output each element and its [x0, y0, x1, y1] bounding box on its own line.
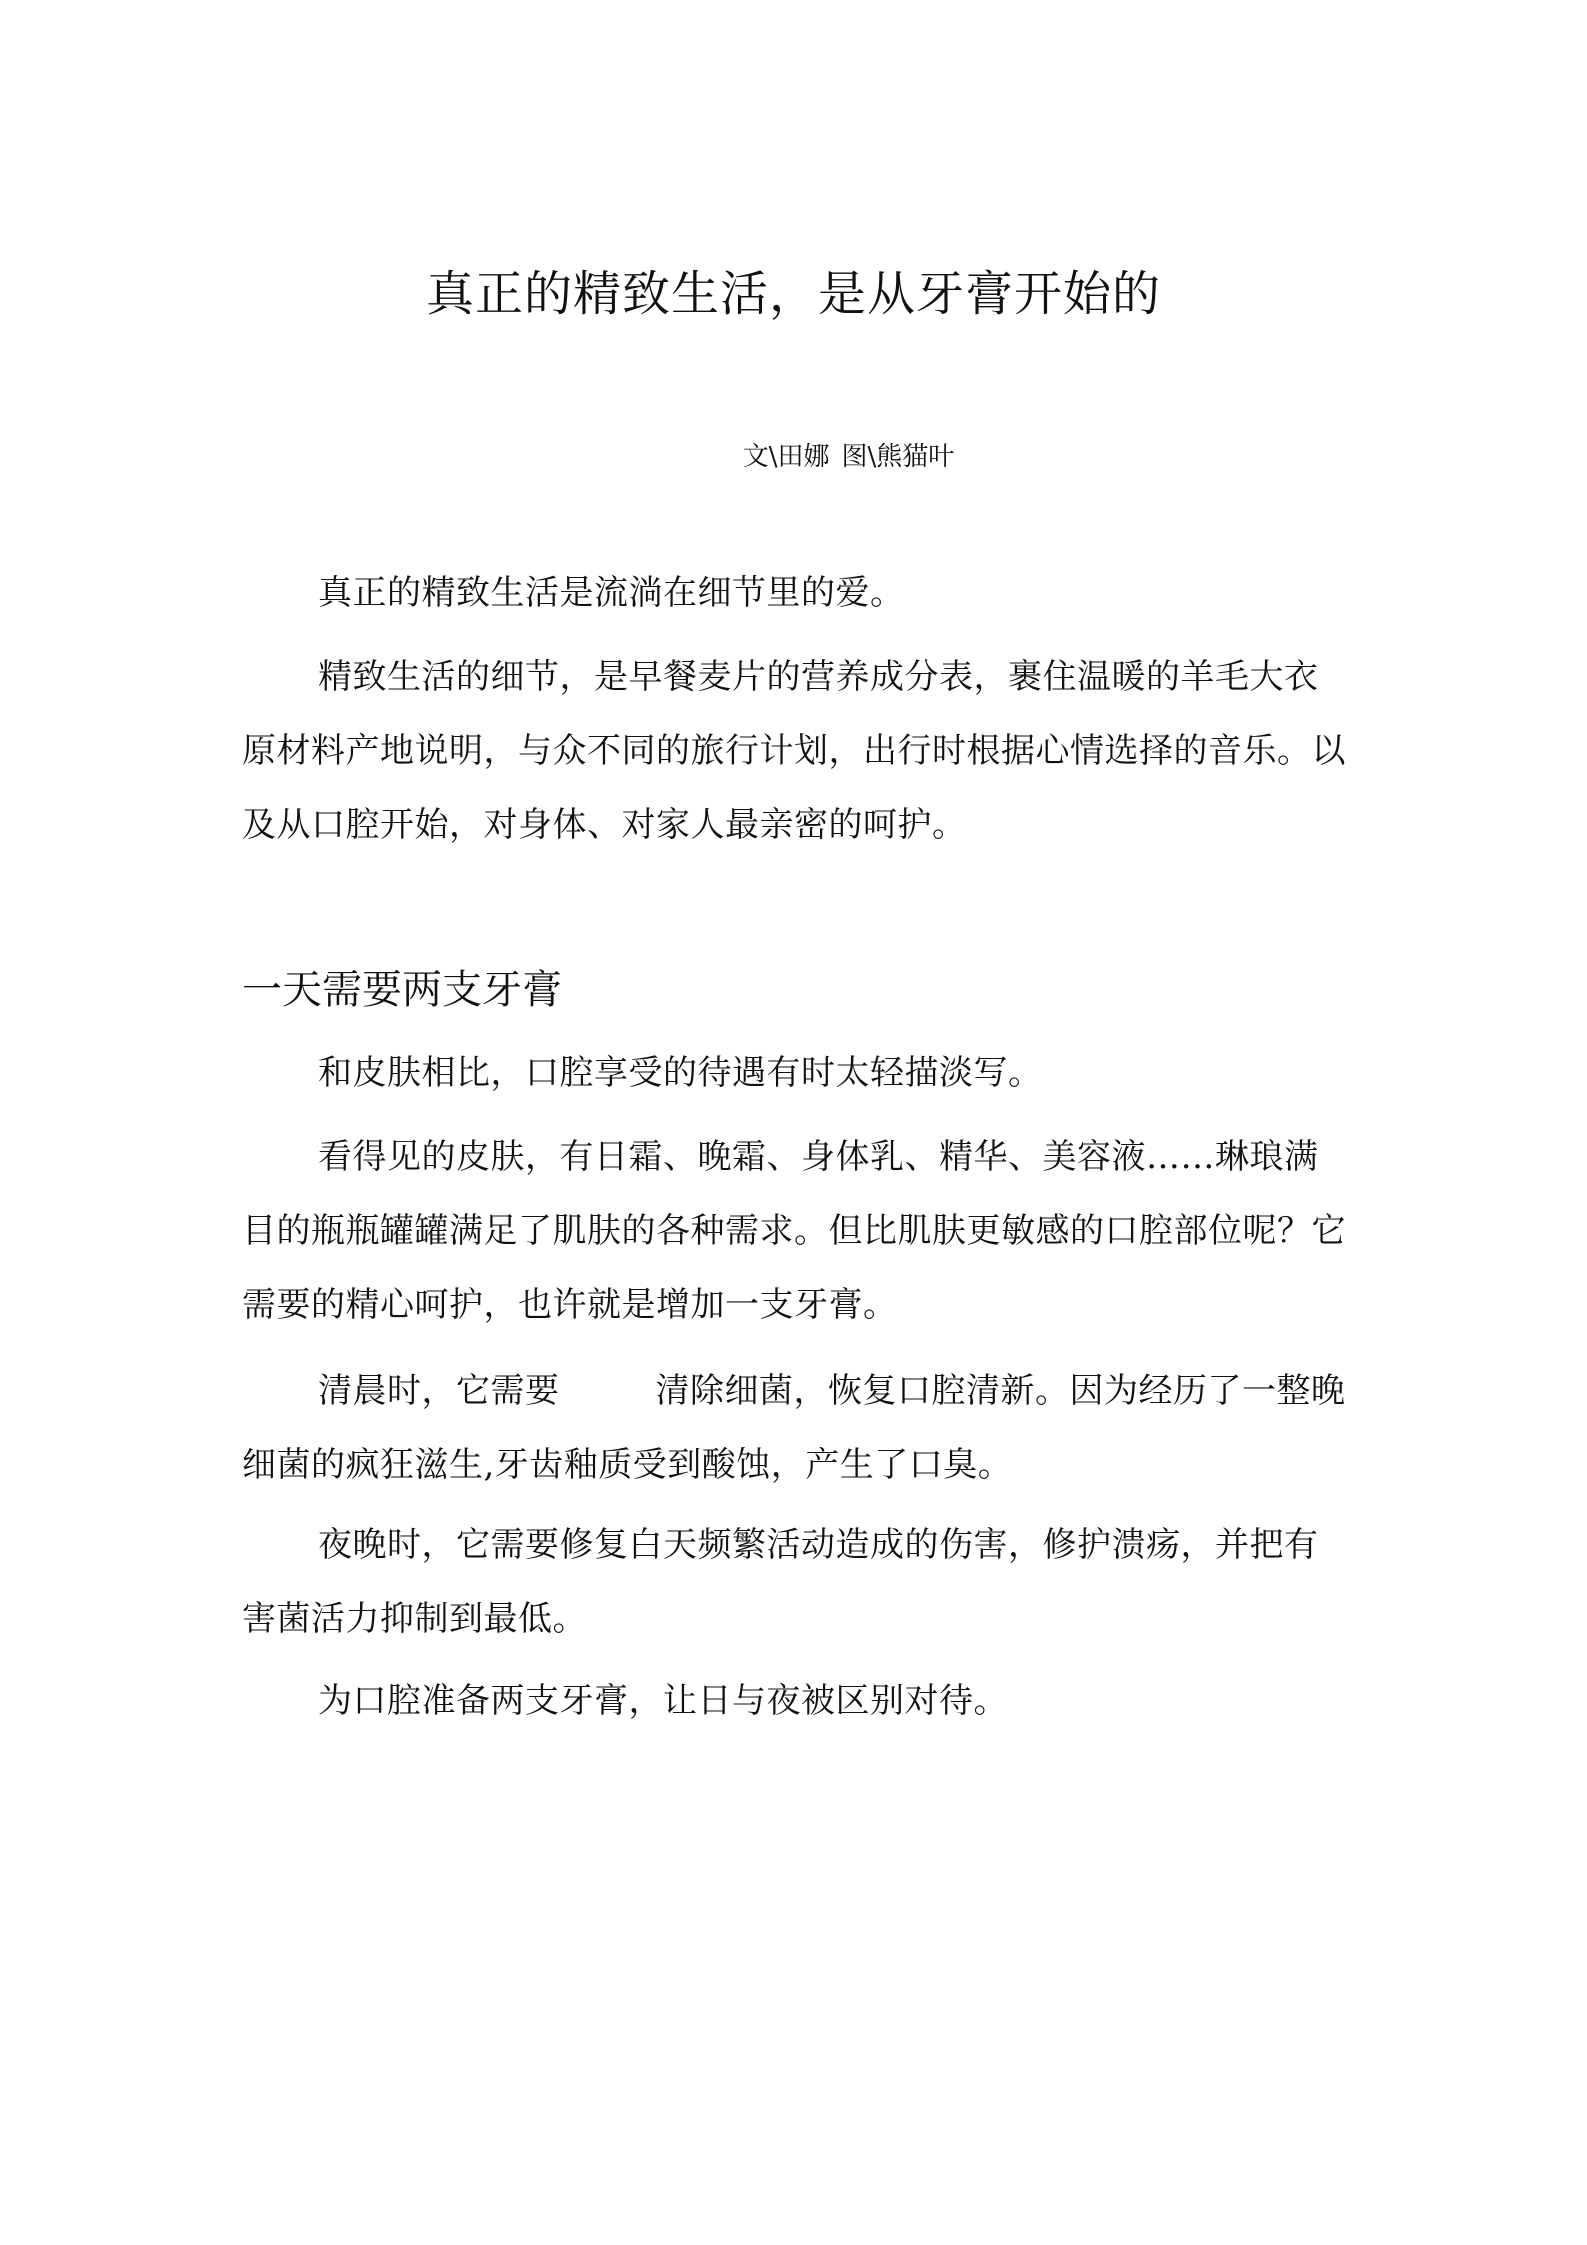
morning-text-rest: 清除细菌，恢复口腔清新。因为经历了一整晚细菌的疯狂滋生,牙齿釉质受到酸蚀，产生了口臭。: [242, 1371, 1346, 1485]
section-paragraph-morning: [242, 1354, 1352, 1502]
byline: [0, 440, 1587, 474]
intro-paragraph-2: 精致生活的细节，是早餐麦片的营养成分表，裹住温暖的羊毛大衣原材料产地说明，与众不同的旅行计划，出行时根据心情选择的音乐。以及从口腔开始，对身体、对家人最亲密的呵护。: [242, 657, 1346, 845]
section-paragraph-closing: 为口腔准备两支牙膏，让日与夜被区别对待。: [318, 1681, 1008, 1721]
section-paragraph-2: 看得见的皮肤，有日霜、晚霜、身体乳、精华、美容液……琳琅满目的瓶瓶罐罐满足了肌肤的各种需求。但比肌肤更敏感的口腔部位呢？它需要的精心呵护，也许就是增加一支牙膏。: [242, 1137, 1346, 1325]
intro-paragraph-1: 真正的精致生活是流淌在细节里的爱。: [318, 573, 905, 613]
morning-text-start: 清晨时，它需要: [318, 1371, 560, 1411]
section-paragraph-1: 和皮肤相比，口腔享受的待遇有时太轻描淡写。: [318, 1053, 1043, 1093]
byline-author: 文\田娜: [742, 442, 830, 472]
byline-illustrator: 图\熊猫叶: [841, 442, 955, 472]
article-title: 真正的精致生活，是从牙膏开始的: [425, 266, 1161, 322]
section-heading: 一天需要两支牙膏: [242, 967, 562, 1013]
section-paragraph-night: 夜晚时，它需要修复白天频繁活动造成的伤害，修护溃疡，并把有害菌活力抑制到最低。: [242, 1525, 1319, 1639]
